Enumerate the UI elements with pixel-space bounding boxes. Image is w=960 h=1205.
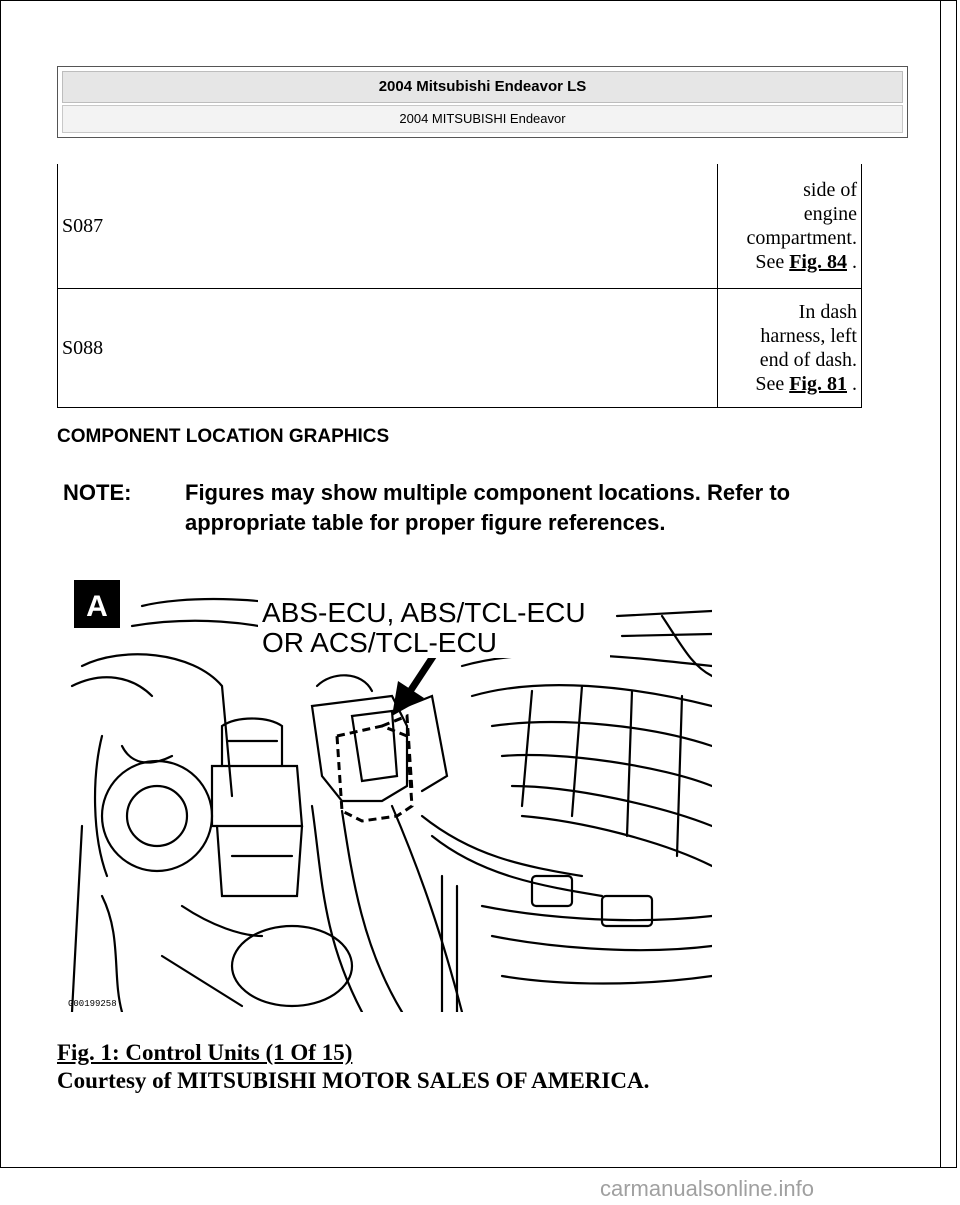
splice-location-table <box>57 164 862 408</box>
figure-callout-line2: OR ACS/TCL-ECU <box>262 627 497 658</box>
figure-code: G00199258 <box>68 999 117 1009</box>
figure-caption[interactable]: Fig. 1: Control Units (1 Of 15) <box>57 1040 353 1065</box>
note-text: Figures may show multiple component locations. Refer to appropriate table for proper figure references. <box>185 480 791 535</box>
engine-illustration <box>62 576 712 1012</box>
figure-link-81[interactable]: Fig. 81 <box>789 373 847 395</box>
document-header <box>57 66 908 138</box>
header-subtitle: 2004 MITSUBISHI Endeavor <box>62 105 903 133</box>
figure-callout-line1: ABS-ECU, ABS/TCL-ECU <box>262 597 586 628</box>
splice-location: In dash harness, left end of dash. See Fig. 81 . <box>717 289 861 408</box>
note-label: NOTE: <box>63 480 132 505</box>
splice-code: S087 <box>58 164 718 289</box>
header-title: 2004 Mitsubishi Endeavor LS <box>62 71 903 103</box>
table-row <box>58 164 862 289</box>
site-watermark: carmanualsonline.info <box>600 1176 815 1201</box>
figure-link-84[interactable]: Fig. 84 <box>789 251 847 273</box>
engine-figure <box>62 576 712 1012</box>
page-right-rule <box>940 0 941 1168</box>
panel-letter: A <box>86 590 108 623</box>
table-row <box>58 289 862 408</box>
figure-courtesy: Courtesy of MITSUBISHI MOTOR SALES OF AMERICA. <box>57 1068 650 1093</box>
splice-location: side of engine compartment. See Fig. 84 . <box>717 164 861 289</box>
splice-code: S088 <box>58 289 718 408</box>
section-heading: COMPONENT LOCATION GRAPHICS <box>57 426 390 447</box>
